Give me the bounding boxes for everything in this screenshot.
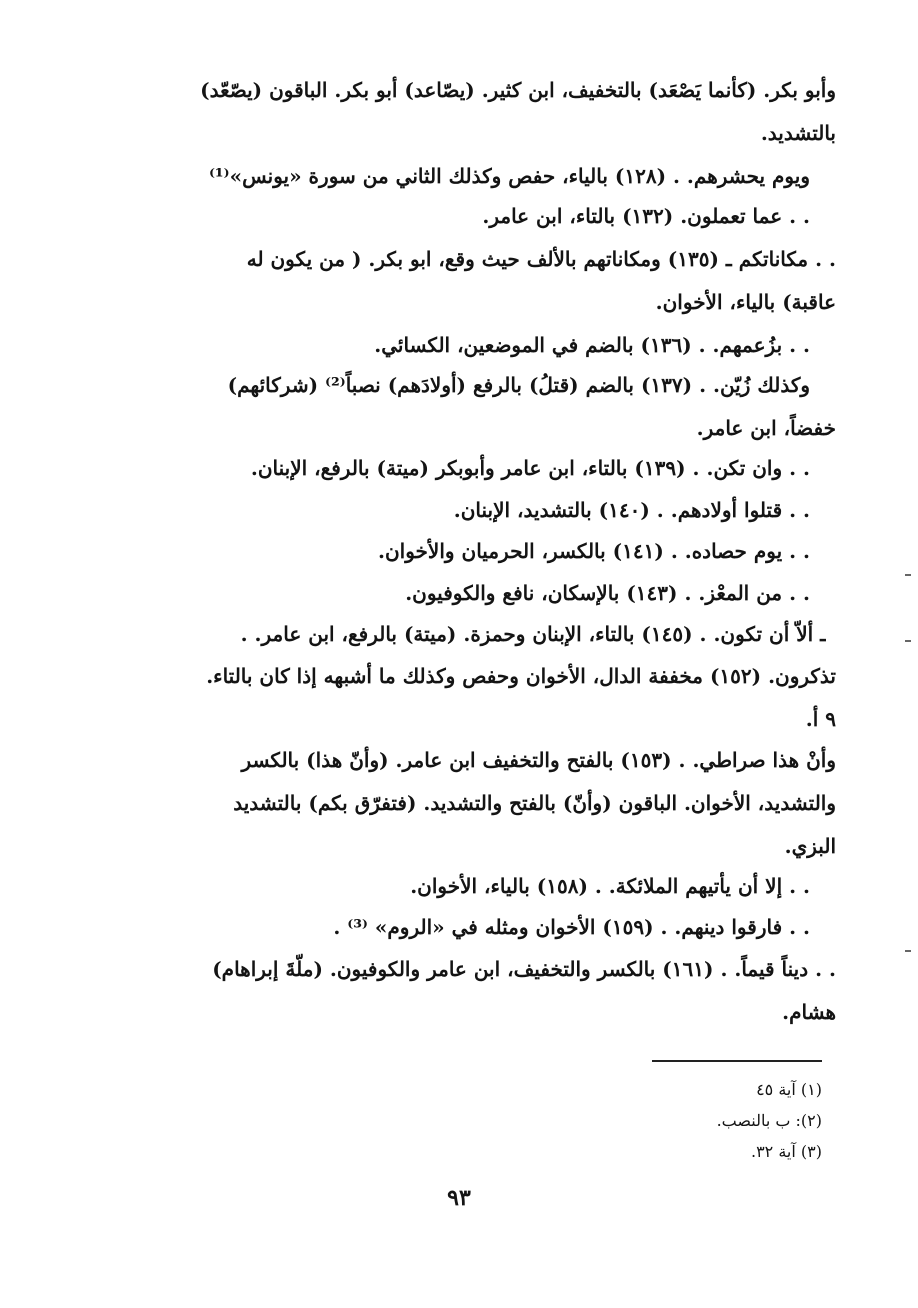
text-line: . . إلا أن يأتيهم الملائكة. . (١٥٨) بالياء، الأخوان. <box>410 874 810 898</box>
text-line: . . قتلوا أولادهم. . (١٤٠) بالتشديد، الإبنان. <box>453 498 810 522</box>
text-line: . . ديناً قيماً. . (١٦١) بالكسر والتخفيف، ابن عامر والكوفيون. (ملّةَ إبراهام) <box>212 957 836 981</box>
footnote: (٢): ب بالنصب. <box>716 1111 822 1130</box>
footnote: (١) آية ٤٥ <box>756 1080 822 1099</box>
text-line: خفضاً، ابن عامر. <box>696 416 836 440</box>
margin-mark <box>905 950 911 952</box>
text-line: . . مكاناتكم ـ (١٣٥) ومكاناتهم بالألف حيث وقع، ابو بكر. ( من يكون له <box>246 247 836 271</box>
text-line: ٩ أ. <box>805 707 836 731</box>
text-line: والتشديد، الأخوان. الباقون (وأنّ) بالفتح والتشديد. (فتفرّق بكم) بالتشديد <box>233 791 836 815</box>
text-line: ـ ألاّ أن تكون. . (١٤٥) بالتاء، الإبنان وحمزة. (ميتة) بالرفع، ابن عامر. . <box>240 622 826 646</box>
footnote: (٣) آية ٣٢. <box>750 1142 822 1161</box>
page-number: ٩٣ <box>447 1185 471 1211</box>
text-line: . . من المعْز. . (١٤٣) بالإسكان، نافع والكوفيون. <box>405 581 810 605</box>
margin-mark <box>905 640 911 642</box>
text-line: . . بزُعمهم. . (١٣٦) بالضم في الموضعين، الكسائي. <box>374 333 810 357</box>
footnote-separator <box>652 1060 822 1062</box>
text-line: عاقبة) بالياء، الأخوان. <box>655 290 836 314</box>
text-line: . . يوم حصاده. . (١٤١) بالكسر، الحرميان والأخوان. <box>378 539 810 563</box>
text-line: وأبو بكر. (كأنما يَصْعَد) بالتخفيف، ابن كثير. (يصّاعد) أبو بكر. الباقون (يصّعّد) <box>200 78 836 102</box>
text-line: . . فارقوا دينهم. . (١٥٩) الأخوان ومثله في «الروم» ⁽³⁾ . <box>333 915 810 939</box>
text-line: تذكرون. (١٥٢) مخففة الدال، الأخوان وحفص وكذلك ما أشبهه إذا كان بالتاء. <box>206 664 836 688</box>
margin-mark <box>905 574 911 576</box>
text-line: . . عما تعملون. (١٣٢) بالتاء، ابن عامر. <box>482 204 810 228</box>
text-line: بالتشديد. <box>760 121 836 145</box>
text-line: . . وان تكن. . (١٣٩) بالتاء، ابن عامر وأبوبكر (ميتة) بالرفع، الإبنان. <box>250 456 810 480</box>
text-line: وكذلك زُيّن. . (١٣٧) بالضم (قتلُ) بالرفع (أولادَهم) نصباً⁽²⁾ (شركائهم) <box>227 373 810 397</box>
text-line: ويوم يحشرهم. . (١٢٨) بالياء، حفص وكذلك الثاني من سورة «يونس»⁽¹⁾ <box>208 164 810 188</box>
text-line: البزي. <box>784 834 836 858</box>
text-line: وأنْ هذا صراطي. . (١٥٣) بالفتح والتخفيف ابن عامر. (وأنّ هذا) بالكسر <box>241 748 836 772</box>
text-line: هشام. <box>782 1000 836 1024</box>
